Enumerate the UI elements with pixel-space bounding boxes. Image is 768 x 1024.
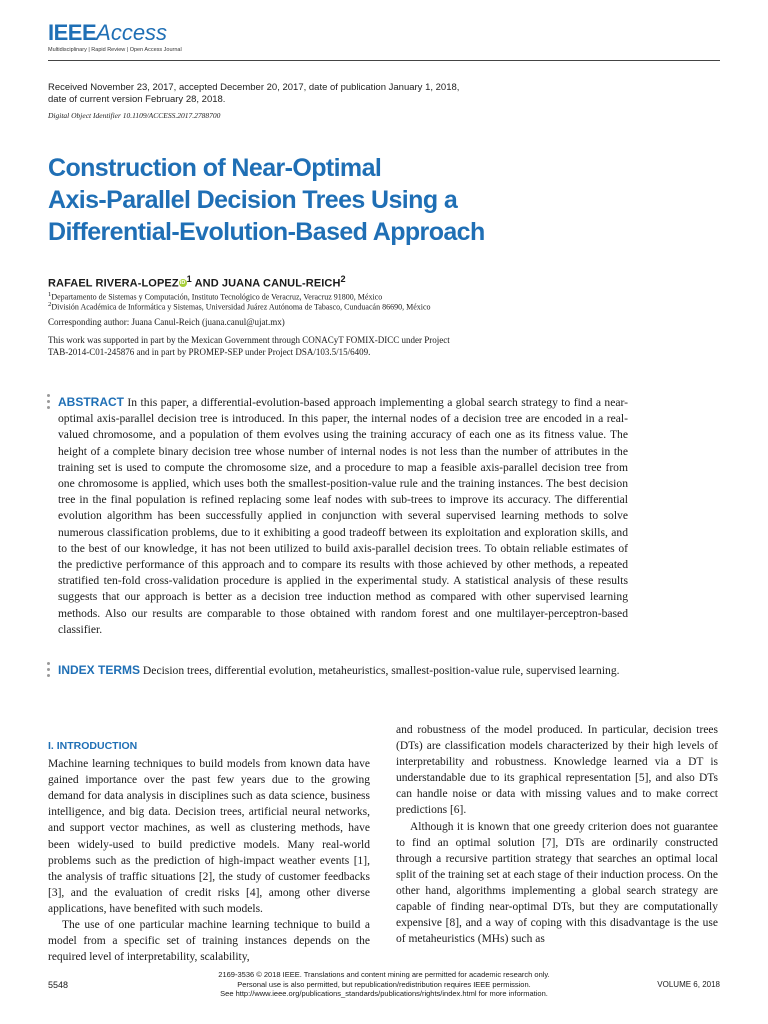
volume-label: VOLUME 6, 2018 <box>657 980 720 989</box>
logo-ieee: IEEE <box>48 20 97 45</box>
title-line-2: Axis-Parallel Decision Trees Using a <box>48 186 458 214</box>
affil-2-text: División Académica de Informática y Sistemas, Universidad Juárez Autónoma de Tabasco, Cunduacán 86690, México <box>51 302 431 312</box>
affil-1-num: 1 <box>48 291 52 298</box>
funding-note <box>48 334 548 358</box>
intro-paragraph-2: The use of one particular machine learning technique to build a model from a specific set of training instances depends on the required level of interpretability, scalability, <box>48 919 370 964</box>
intro-paragraph-4: Although it is known that one greedy criterion does not guarantee to find an optimal solution [7], DTs are ordinarily constructed through a recursive partition strategy that searches an optimal local split of the training set at each stage of their induction process. On the other hand, algorithms implementing a global search strategy are capable of finding near-optimal DTs, but they are computationally expensive [8], and a way of coping with this disadvantage is the use of metaheuristics (MHs) such as <box>396 820 718 946</box>
title-line-3: Differential-Evolution-Based Approach <box>48 218 485 246</box>
abstract-text: In this paper, a differential-evolution-based approach implementing a global search strategy to find a near-optimal axis-parallel decision tree is introduced. In this paper, the internal nodes of a decision tree are encoded in a real-valued chromosome, and a population of them evolves using the training accuracy of each one as its fitness value. The height of a complete binary decision tree whose number of internal nodes is not less than the number of attributes in the training set is used to compute the chromosome size, and a procedure to map a feasible axis-parallel decision tree from one chromosome is applied, which uses both the smallest-position-value rule and the training instances. The best decision tree in the final population is refined replacing some leaf nodes with sub-trees to improve its accuracy. The differential evolution algorithm has been successfully applied in conjunction with several supervised learning methods to solve numerous classification problems, due to it exhibiting a good tradeoff between its exploitation and exploration skills, and to the best of our knowledge, it has not been utilized to build axis-parallel decision trees. To obtain reliable estimates of the predictive performance of this approach and to compare its results with those achieved by other methods, a repeated stratified ten-fold cross-validation procedure is applied in the experimental study. A statistical analysis of these results suggests that our approach is better as a decision tree induction method as compared with other supervised learning methods. Also our results are comparable to those obtained with random forest and one multilayer-perceptron-based classifier. <box>58 396 628 636</box>
funding-line-2: TAB-2014-C01-245876 and in part by PROMEP-SEP under Project DSA/103.5/15/6409. <box>48 347 371 357</box>
affil-1-text: Departamento de Sistemas y Computación, Instituto Tecnológico de Veracruz, Veracruz 91800, México <box>51 292 383 302</box>
license-notice <box>184 970 584 999</box>
intro-paragraph-1: Machine learning techniques to build models from known data have gained importance over the past few years due to the growing demand for data analysis in disciplines such as data science, business intelligence, and big data. Decision trees, artificial neural networks, and support vector machines, as well as clustering methods, have been widely-used to build predictive models. Many real-world problems such as the prediction of high-impact weather events [1], the analysis of traffic situations [2], the study of customer feedbacks [3], and the evaluation of credit risks [4], among other diverse applications, have benefited with such models. <box>48 758 370 915</box>
index-terms-dots-icon <box>47 662 52 680</box>
page-number: 5548 <box>48 980 69 990</box>
received-line-2: date of current version February 28, 2018. <box>48 94 226 105</box>
funding-line-1: This work was supported in part by the Mexican Government through CONACyT FOMIX-DICC under Project <box>48 335 450 345</box>
logo-access: Access <box>96 20 168 45</box>
title-line-1: Construction of Near-Optimal <box>48 154 382 182</box>
author-list <box>48 274 346 290</box>
author-1: RAFAEL RIVERA-LOPEZ <box>48 277 179 290</box>
paper-title <box>48 152 608 248</box>
column-left <box>48 738 370 965</box>
index-terms <box>58 662 628 679</box>
header-rule <box>48 60 720 61</box>
section-heading-introduction: I. INTRODUCTION <box>48 740 138 752</box>
received-line-1: Received November 23, 2017, accepted December 20, 2017, date of publication January 1, 2018, <box>48 82 460 93</box>
orcid-icon[interactable]: iD <box>179 279 186 286</box>
doi: Digital Object Identifier 10.1109/ACCESS.2017.2788700 <box>48 111 221 120</box>
abstract-label: ABSTRACT <box>58 395 124 409</box>
author-2-affil: 2 <box>340 274 346 284</box>
column-right <box>396 722 718 947</box>
index-terms-label: INDEX TERMS <box>58 663 141 677</box>
logo-tagline: Multidisciplinary | Rapid Review | Open Access Journal <box>48 47 182 53</box>
author-connector: AND JUANA CANUL-REICH <box>191 277 341 290</box>
publication-dates <box>48 82 720 106</box>
journal-logo <box>48 20 182 53</box>
abstract <box>58 394 628 638</box>
affil-2-num: 2 <box>48 301 52 308</box>
abstract-dots-icon <box>47 394 52 412</box>
author-1-affil: 1 <box>186 274 192 284</box>
affiliation-2 <box>48 300 720 313</box>
index-terms-text: Decision trees, differential evolution, metaheuristics, smallest-position-value rule, supervised learning. <box>142 664 620 677</box>
license-line-1: 2169-3536 © 2018 IEEE. Translations and content mining are permitted for academic research only. <box>218 970 550 979</box>
intro-paragraph-3: and robustness of the model produced. In particular, decision trees (DTs) are classification models characterized by their high levels of interpretability and robustness. Knowledge learned via a DT is understandable due to its graphical representation [5], and also DTs can handle noise or data with missing values and to make correct predictions [6]. <box>396 724 718 817</box>
license-line-3[interactable]: See http://www.ieee.org/publications_standards/publications/rights/index.html for more information. <box>220 989 548 998</box>
license-line-2: Personal use is also permitted, but republication/redistribution requires IEEE permission. <box>237 979 531 989</box>
corresponding-author: Corresponding author: Juana Canul-Reich (juana.canul@ujat.mx) <box>48 317 285 327</box>
